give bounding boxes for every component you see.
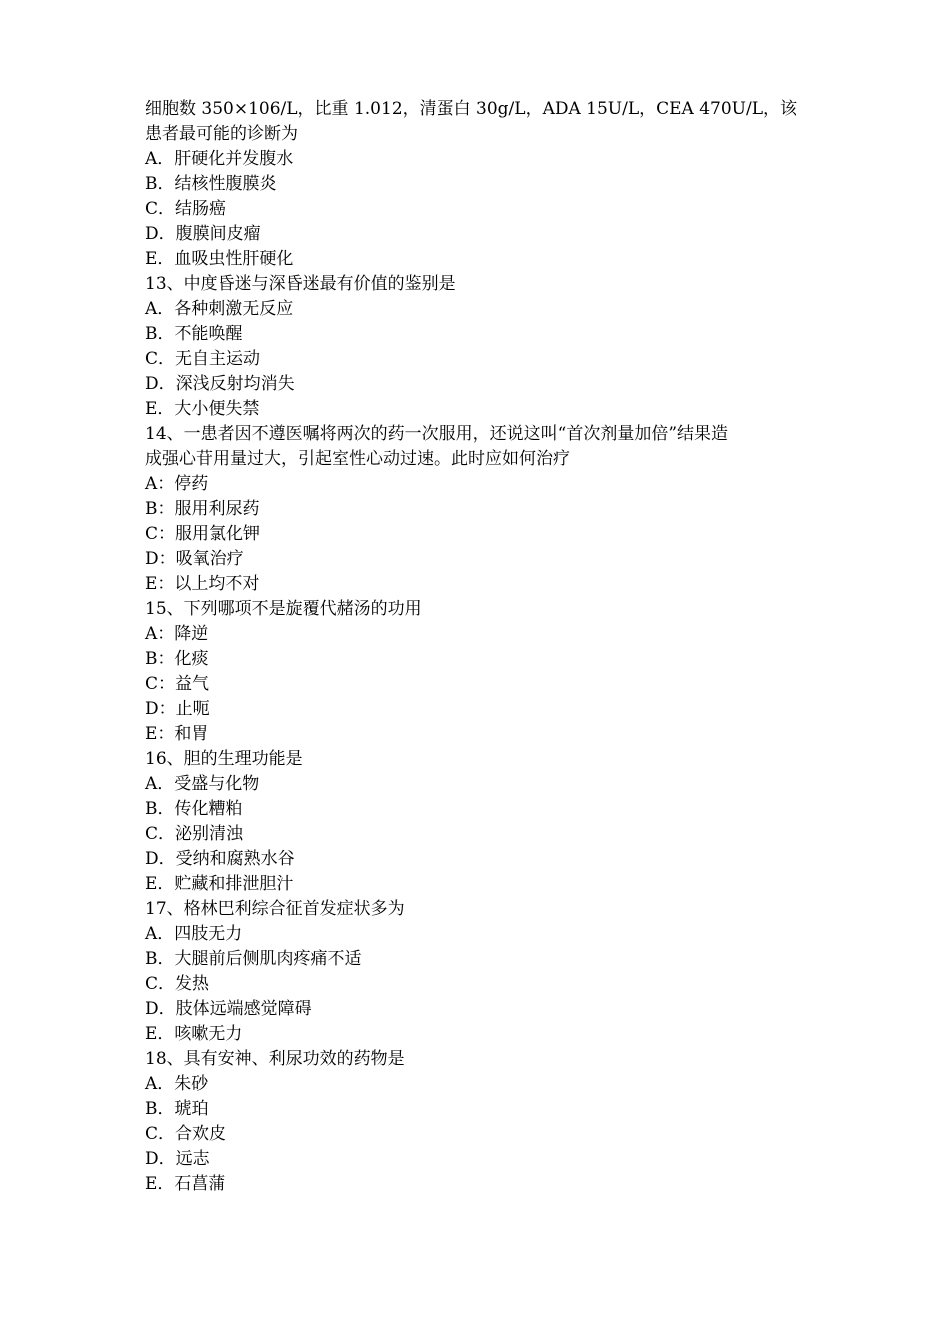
- question-line: 17、格林巴利综合征首发症状多为: [145, 899, 405, 919]
- option-line: B．结核性腹膜炎: [145, 174, 277, 194]
- option-line: C．合欢皮: [145, 1124, 227, 1144]
- question-line: 成强心苷用量过大，引起室性心动过速。此时应如何治疗: [145, 449, 570, 469]
- option-line: C：服用氯化钾: [145, 524, 261, 544]
- option-line: C．无自主运动: [145, 349, 261, 369]
- question-line: 14、一患者因不遵医嘱将两次的药一次服用，还说这叫“首次剂量加倍”结果造: [145, 424, 729, 444]
- option-line: B：化痰: [145, 649, 209, 669]
- question-line: 16、胆的生理功能是: [145, 749, 303, 769]
- option-line: E．石菖蒲: [145, 1174, 226, 1194]
- option-line: C．发热: [145, 974, 210, 994]
- option-line: A：停药: [145, 474, 209, 494]
- option-line: B．琥珀: [145, 1099, 209, 1119]
- option-line: C：益气: [145, 674, 210, 694]
- option-line: D．受纳和腐熟水谷: [145, 849, 295, 869]
- option-line: D．腹膜间皮瘤: [145, 224, 261, 244]
- option-line: E：以上均不对: [145, 574, 260, 594]
- option-line: B．不能唤醒: [145, 324, 243, 344]
- option-line: E．血吸虫性肝硬化: [145, 249, 294, 269]
- option-line: A．四肢无力: [145, 924, 243, 944]
- option-line: B．大腿前后侧肌肉疼痛不适: [145, 949, 362, 969]
- option-line: A．肝硬化并发腹水: [145, 149, 294, 169]
- option-line: A．受盛与化物: [145, 774, 260, 794]
- document-page: [145, 97, 825, 1197]
- option-line: A．各种刺激无反应: [145, 299, 294, 319]
- option-line: C．泌别清浊: [145, 824, 244, 844]
- option-line: B：服用利尿药: [145, 499, 260, 519]
- option-line: D．深浅反射均消失: [145, 374, 295, 394]
- option-line: C．结肠癌: [145, 199, 227, 219]
- question-line: 15、下列哪项不是旋覆代赭汤的功用: [145, 599, 422, 619]
- option-line: D：止呃: [145, 699, 210, 719]
- option-line: E．大小便失禁: [145, 399, 260, 419]
- option-line: A：降逆: [145, 624, 209, 644]
- option-line: A．朱砂: [145, 1074, 209, 1094]
- option-line: D：吸氧治疗: [145, 549, 244, 569]
- text-line: 细胞数 350×106/L，比重 1.012，清蛋白 30g/L，ADA 15U/L，CEA 470U/L，该: [145, 99, 798, 119]
- option-line: D．肢体远端感觉障碍: [145, 999, 312, 1019]
- option-line: E：和胃: [145, 724, 209, 744]
- text-line: 患者最可能的诊断为: [145, 124, 298, 144]
- option-line: E．咳嗽无力: [145, 1024, 243, 1044]
- option-line: E．贮藏和排泄胆汁: [145, 874, 294, 894]
- question-line: 13、中度昏迷与深昏迷最有价值的鉴别是: [145, 274, 456, 294]
- question-line: 18、具有安神、利尿功效的药物是: [145, 1049, 405, 1069]
- option-line: D．远志: [145, 1149, 210, 1169]
- option-line: B．传化糟粕: [145, 799, 243, 819]
